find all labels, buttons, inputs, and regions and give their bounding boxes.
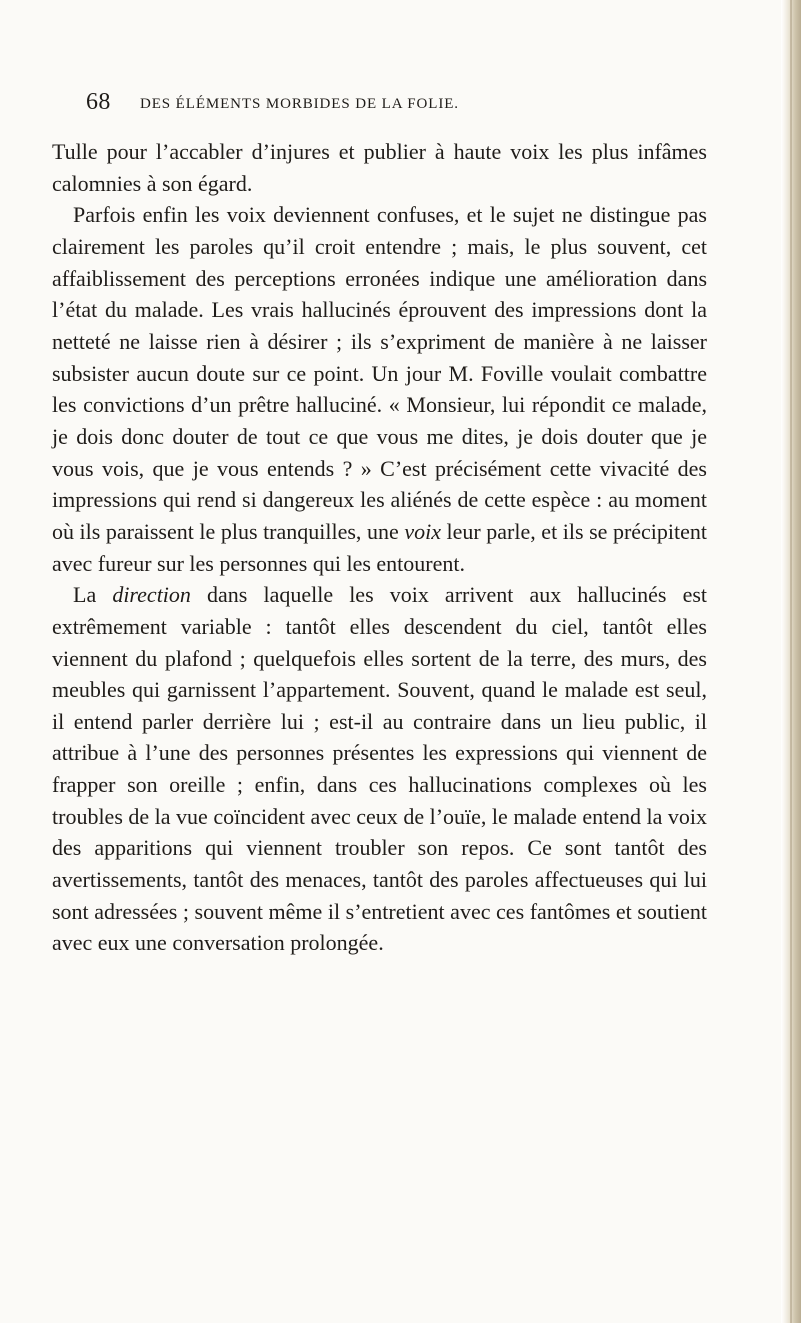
paragraph-2-text-after: leur parle, et ils se précipitent avec fureur sur les personnes qui les entourent.	[52, 518, 708, 576]
paragraph-2-italic-word: voix	[404, 518, 441, 544]
paragraph-3-italic-word: direction	[112, 582, 191, 608]
paragraph-1	[52, 136, 707, 199]
paragraph-1-text: Tulle pour l’accabler d’injures et publier à haute voix les plus infâmes calomnies à son égard.	[52, 139, 707, 196]
running-title: DES ÉLÉMENTS MORBIDES DE LA FOLIE.	[140, 96, 459, 112]
page-edge-shadow	[781, 0, 801, 1323]
paragraph-3	[52, 579, 707, 959]
paragraph-3-text: dans laquelle les voix arrivent aux hallucinés est extrêmement variable : tantôt elles descendent du ciel, tantôt elles viennent du plafond ; quelquefois elles sortent de la terre, des murs, des meubles qui garnissent l’appartement. Souvent, quand le malade est seul, il entend parler derrière lui ; est-il au contraire dans un lieu public, il attribue à l’une des personnes présentes les expressions qui viennent de frapper son oreille ; enfin, dans ces hallucinations complexes où les troubles de la vue coïncident avec ceux de l’ouïe, le malade entend la voix des apparitions qui viennent troubler son repos. Ce sont tantôt des avertissements, tantôt des menaces, tantôt des paroles affectueuses qui lui sont adressées ; souvent même il s’entretient avec ces fantômes et soutient avec eux une conversation prolongée.	[52, 582, 708, 956]
running-head	[86, 88, 706, 116]
paragraph-2-text: Parfois enfin les voix deviennent confuses, et le sujet ne distingue pas clairement les paroles qu’il croit entendre ; mais, le plus souvent, cet affaiblissement des perceptions erronées indique une amélioration dans l’état du malade. Les vrais hallucinés éprouvent des impressions dont la netteté ne laisse rien à désirer ; ils s’expriment de manière à ne laisser subsister aucun doute sur ce point. Un jour M. Foville voulait combattre les convictions d’un prêtre halluciné. « Monsieur, lui répondit ce malade, je dois donc douter de tout ce que vous me dites, je dois douter que je vous vois, que je vous entends ? » C’est précisément cette vivacité des impressions qui rend si dangereux les aliénés de cette espèce : au moment où ils paraissent le plus tranquilles, une	[52, 202, 707, 544]
page-number: 68	[86, 89, 111, 115]
paragraph-3-text-before: La	[73, 582, 97, 608]
paragraph-2	[52, 199, 707, 579]
body-text	[52, 136, 707, 959]
